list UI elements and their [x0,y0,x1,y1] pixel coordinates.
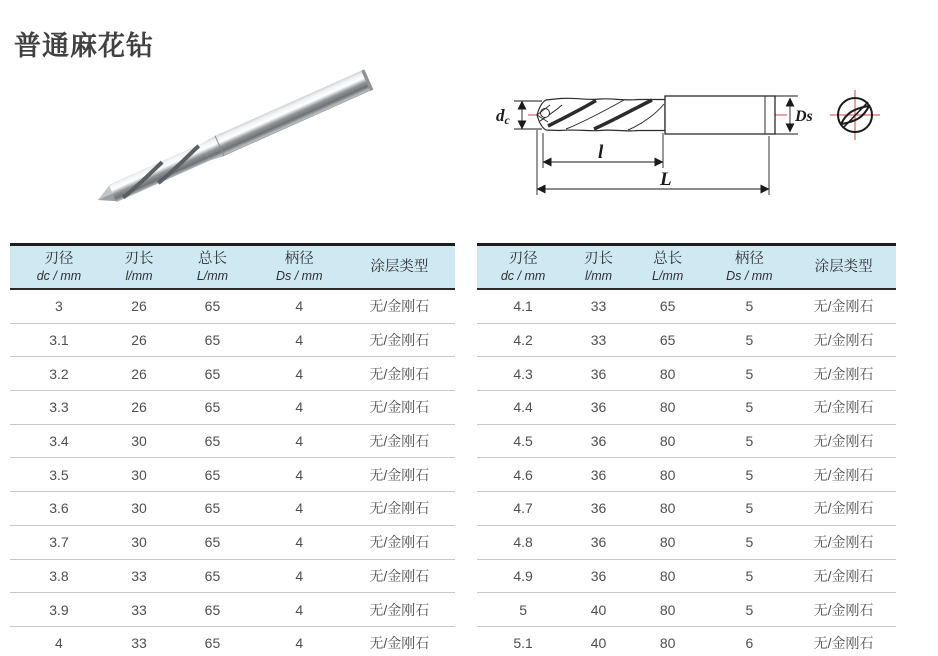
col-header-shank-dia [707,245,791,290]
col-unit: L/mm [196,269,229,284]
table-cell: 65 [170,626,255,656]
table-cell: 3.4 [10,424,108,458]
table-body [477,289,896,656]
table-cell: 无/金刚石 [791,424,896,458]
table-cell: 5 [707,323,791,357]
table-cell: 4 [255,525,344,559]
table-cell: 6 [707,626,791,656]
table-cell: 36 [569,391,628,425]
table-cell: 4.1 [513,298,533,315]
table-cell: 4 [255,626,344,656]
table-cell: 4.9 [477,559,569,593]
col-header-flute-len [108,245,170,290]
table-cell: 无/金刚石 [791,559,896,593]
shank-outline [665,96,775,134]
table-cell: 无/金刚石 [344,357,455,391]
table-cell: 4.4 [477,391,569,425]
table-cell: 4 [255,323,344,357]
col-header-flute-len [569,245,628,290]
table-cell: 36 [569,525,628,559]
table-cell: 3.6 [10,492,108,526]
table-cell: 无/金刚石 [344,492,455,526]
table-cell: 4 [295,298,304,315]
shank-dia-label: Ds [795,108,813,125]
table-cell: 33 [590,298,607,315]
col-header-total-len [628,245,708,290]
table-cell: 65 [170,559,255,593]
spec-table-right [477,243,896,656]
page-title: 普通麻花钻 [14,31,154,61]
table-cell: 无/金刚石 [791,626,896,656]
table-row [10,626,455,656]
col-header-total-len [170,245,255,290]
table-cell: 无/金刚石 [344,323,455,357]
table-cell: 无/金刚石 [791,391,896,425]
table-cell: 80 [628,391,708,425]
table-cell: 3 [55,298,63,315]
table-cell: 5 [707,391,791,425]
chisel-point [541,109,550,118]
table-cell: 4.7 [477,492,569,526]
table-cell: 无/金刚石 [344,424,455,458]
table-cell: 26 [108,323,170,357]
table-cell: 4 [255,492,344,526]
table-cell: 30 [108,458,170,492]
table-cell: 80 [628,525,708,559]
table-cell: 5 [707,424,791,458]
table-cell: 无/金刚石 [369,298,430,315]
table-row [10,424,455,458]
table-row [477,492,896,526]
table-row [10,357,455,391]
table-cell: 65 [170,492,255,526]
table-row [10,289,455,323]
table-row [477,458,896,492]
table-row [477,391,896,425]
table-body [10,289,455,656]
col-title: 总长 [197,251,227,268]
table-cell: 5 [707,525,791,559]
table-row [477,525,896,559]
table-cell: 5 [477,593,569,627]
col-title: 柄径 [284,251,314,268]
table-cell: 36 [569,458,628,492]
table-cell: 无/金刚石 [344,525,455,559]
table-cell: 4 [255,357,344,391]
spec-table-left [10,243,455,656]
col-header-coating [791,245,896,290]
table-cell: 无/金刚石 [344,593,455,627]
col-unit: Ds / mm [726,269,773,284]
table-cell: 5 [707,458,791,492]
table-row [477,357,896,391]
table-cell: 65 [170,357,255,391]
flute-length-label: l [598,142,604,163]
table-cell: 33 [108,559,170,593]
table-cell: 3.1 [10,323,108,357]
table-cell: 5.1 [477,626,569,656]
table-cell: 5 [707,559,791,593]
table-cell: 3.2 [10,357,108,391]
table-row [10,458,455,492]
table-cell: 65 [170,458,255,492]
col-title: 刃径 [508,251,538,268]
table-row [477,424,896,458]
table-cell: 80 [628,492,708,526]
table-row [10,593,455,627]
table-cell: 36 [569,357,628,391]
table-cell: 40 [569,626,628,656]
table-cell: 65 [170,424,255,458]
table-cell: 3.8 [10,559,108,593]
table-cell: 无/金刚石 [344,626,455,656]
table-cell: 3.3 [10,391,108,425]
drill-end-view [830,90,880,140]
table-cell: 无/金刚石 [791,323,896,357]
table-cell: 80 [628,458,708,492]
col-header-coating [344,245,455,290]
col-title: 刃长 [124,251,154,268]
table-cell: 40 [569,593,628,627]
table-cell: 65 [170,391,255,425]
table-cell: 30 [108,424,170,458]
col-header-cut-dia [477,245,569,290]
table-cell: 30 [108,525,170,559]
table-cell: 33 [108,593,170,627]
col-unit: dc / mm [36,269,82,284]
table-row [10,323,455,357]
table-cell: 无/金刚石 [791,525,896,559]
col-title: 刃长 [584,251,613,268]
table-cell: 4 [255,424,344,458]
table-cell: 无/金刚石 [344,391,455,425]
table-cell: 4.2 [477,323,569,357]
table-cell: 26 [108,357,170,391]
table-row [477,593,896,627]
table-cell: 80 [628,559,708,593]
total-length-label: L [660,169,672,190]
table-row [477,289,896,323]
col-unit: L/mm [652,269,684,284]
table-cell: 无/金刚石 [791,492,896,526]
table-row [10,559,455,593]
table-cell: 4.6 [477,458,569,492]
table-cell: 3.7 [10,525,108,559]
table-cell: 30 [108,492,170,526]
table-cell: 26 [108,391,170,425]
table-cell: 5 [707,357,791,391]
col-unit: dc / mm [500,269,546,284]
table-cell: 无/金刚石 [791,458,896,492]
table-cell: 3.9 [10,593,108,627]
table-cell: 36 [569,492,628,526]
table-header [10,245,455,290]
table-row [477,323,896,357]
table-cell: 4 [255,391,344,425]
table-cell: 80 [628,424,708,458]
col-title: 涂层类型 [370,258,429,275]
table-cell: 36 [569,424,628,458]
table-header [477,245,896,290]
table-cell: 3.5 [10,458,108,492]
col-header-cut-dia [10,245,108,290]
table-cell: 65 [170,323,255,357]
table-row [10,391,455,425]
table-cell: 65 [204,298,221,315]
col-title: 刃径 [44,251,74,268]
table-cell: 无/金刚石 [344,559,455,593]
table-cell: 65 [170,525,255,559]
table-cell: 无/金刚石 [813,298,874,315]
col-header-shank-dia [255,245,344,290]
dc-label: dc [496,106,510,127]
table-cell: 4.3 [477,357,569,391]
table-cell: 65 [628,323,708,357]
table-row [477,626,896,656]
table-row [10,492,455,526]
col-title: 涂层类型 [814,258,873,275]
table-cell: 无/金刚石 [791,357,896,391]
col-unit: Ds / mm [275,269,323,284]
col-title: 总长 [653,251,683,268]
table-cell: 33 [569,323,628,357]
drill-dimension-diagram [488,72,938,212]
table-cell: 65 [659,298,676,315]
table-cell: 80 [628,357,708,391]
drill-shank [215,70,373,156]
table-cell: 4 [255,593,344,627]
table-row [10,525,455,559]
drill-photo [70,44,390,249]
table-row [477,559,896,593]
table-cell: 4 [10,626,108,656]
table-cell: 无/金刚石 [344,458,455,492]
table-cell: 26 [131,298,147,315]
table-cell: 4 [255,559,344,593]
table-cell: 80 [628,593,708,627]
col-unit: l/mm [125,269,153,284]
table-cell: 5 [745,298,754,315]
table-cell: 65 [170,593,255,627]
table-cell: 5 [707,593,791,627]
table-cell: 4 [255,458,344,492]
col-title: 柄径 [734,251,764,268]
table-cell: 4.8 [477,525,569,559]
table-cell: 4.5 [477,424,569,458]
table-cell: 33 [108,626,170,656]
table-cell: 5 [707,492,791,526]
col-unit: l/mm [584,269,613,284]
table-cell: 无/金刚石 [791,593,896,627]
table-cell: 80 [628,626,708,656]
table-cell: 36 [569,559,628,593]
